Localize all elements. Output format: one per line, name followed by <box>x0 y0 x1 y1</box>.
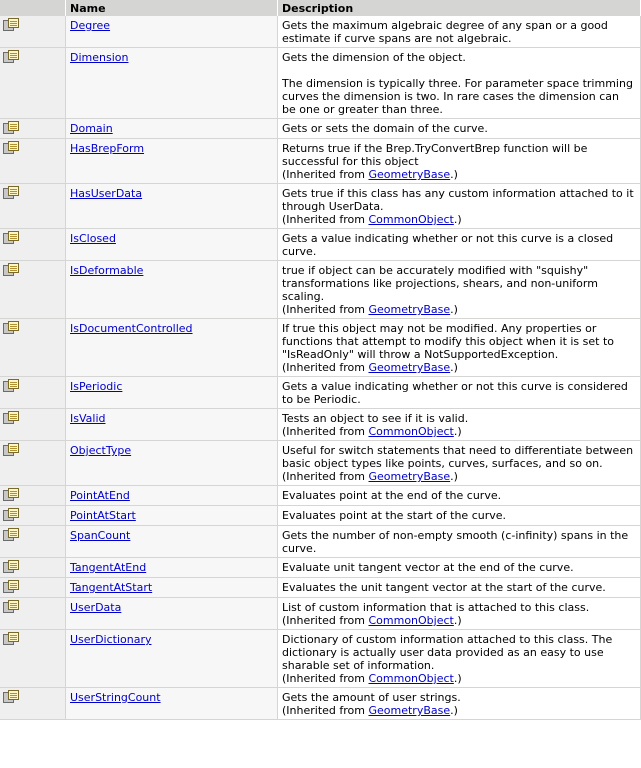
row-description-cell <box>278 506 641 526</box>
inherited-base-link[interactable]: CommonObject <box>368 672 454 685</box>
table-row <box>0 48 641 119</box>
row-description-cell <box>278 409 641 441</box>
table-row <box>0 526 641 558</box>
table-row <box>0 486 641 506</box>
table-row <box>0 688 641 720</box>
description-text: Gets the maximum algebraic degree of any span or a good estimate if curve spans are not algebraic. <box>282 19 608 45</box>
row-name-cell <box>66 558 278 578</box>
row-icon-cell <box>0 48 66 119</box>
property-link[interactable]: HasUserData <box>70 187 143 200</box>
property-link[interactable]: IsDocumentControlled <box>70 322 193 335</box>
description-text: If true this object may not be modified. Any properties or functions that attempt to modify this object when it is set to "IsReadOnly" will throw a NotSupportedException. <box>282 322 615 361</box>
row-name-cell <box>66 139 278 184</box>
row-description-cell <box>278 630 641 688</box>
description-extra-text: The dimension is typically three. For parameter space trimming curves the dimension is two. In rare cases the dimension can be one or greater than three. <box>282 77 633 116</box>
property-link[interactable]: IsPeriodic <box>70 380 123 393</box>
table-row <box>0 578 641 598</box>
property-icon <box>3 443 19 457</box>
row-icon-cell <box>0 526 66 558</box>
row-description-cell <box>278 558 641 578</box>
inherited-prefix: (Inherited from <box>282 361 369 374</box>
row-description-cell <box>278 119 641 139</box>
property-icon <box>3 580 19 594</box>
table-row <box>0 558 641 578</box>
description-text: true if object can be accurately modified with "squishy" transformations like projections, shears, and non-uniform scaling. <box>282 264 598 303</box>
row-name-cell <box>66 526 278 558</box>
inherited-prefix: (Inherited from <box>282 672 369 685</box>
inherited-base-link[interactable]: GeometryBase <box>368 303 451 316</box>
property-link[interactable]: TangentAtStart <box>70 581 153 594</box>
name-column-header: Name <box>66 0 278 16</box>
inherited-suffix: .) <box>450 303 458 316</box>
property-link[interactable]: ObjectType <box>70 444 132 457</box>
description-text: List of custom information that is attached to this class. <box>282 601 590 614</box>
row-name-cell <box>66 506 278 526</box>
property-link[interactable]: HasBrepForm <box>70 142 145 155</box>
description-text: Evaluates point at the end of the curve. <box>282 489 502 502</box>
property-icon <box>3 141 19 155</box>
inherited-suffix: .) <box>450 361 458 374</box>
row-icon-cell <box>0 319 66 377</box>
table-row <box>0 16 641 48</box>
table-row <box>0 119 641 139</box>
inherited-note <box>282 704 636 717</box>
inherited-note <box>282 614 636 627</box>
row-icon-cell <box>0 598 66 630</box>
inherited-suffix: .) <box>453 213 462 226</box>
table-row <box>0 506 641 526</box>
row-name-cell <box>66 119 278 139</box>
description-text: Gets a value indicating whether or not this curve is a closed curve. <box>282 232 614 258</box>
property-icon <box>3 321 19 335</box>
row-icon-cell <box>0 184 66 229</box>
inherited-suffix: .) <box>450 168 458 181</box>
property-icon <box>3 508 19 522</box>
inherited-suffix: .) <box>453 672 462 685</box>
row-description-cell <box>278 441 641 486</box>
inherited-note <box>282 213 636 226</box>
inherited-base-link[interactable]: GeometryBase <box>368 470 451 483</box>
description-text: Evaluate unit tangent vector at the end of the curve. <box>282 561 574 574</box>
description-text: Gets the amount of user strings. <box>282 691 461 704</box>
row-description-cell <box>278 16 641 48</box>
property-icon <box>3 121 19 135</box>
table-row <box>0 377 641 409</box>
row-name-cell <box>66 319 278 377</box>
row-description-cell <box>278 139 641 184</box>
table-body <box>0 16 641 720</box>
row-description-cell <box>278 486 641 506</box>
property-link[interactable]: Domain <box>70 122 113 135</box>
row-icon-cell <box>0 261 66 319</box>
property-icon <box>3 560 19 574</box>
property-link[interactable]: IsDeformable <box>70 264 144 277</box>
table-row <box>0 598 641 630</box>
inherited-note <box>282 672 636 685</box>
row-description-cell <box>278 526 641 558</box>
description-text: Gets or sets the domain of the curve. <box>282 122 488 135</box>
inherited-base-link[interactable]: GeometryBase <box>368 704 451 717</box>
row-name-cell <box>66 229 278 261</box>
inherited-prefix: (Inherited from <box>282 425 369 438</box>
inherited-note <box>282 303 636 316</box>
row-icon-cell <box>0 578 66 598</box>
description-text: Useful for switch statements that need to differentiate between basic object types like points, curves, surfaces, and so on. <box>282 444 634 470</box>
description-text: Dictionary of custom information attached to this class. The dictionary is actually user data provided as an easy to use sharable set of information. <box>282 633 613 672</box>
description-text: Gets the number of non-empty smooth (c-infinity) spans in the curve. <box>282 529 629 555</box>
row-icon-cell <box>0 630 66 688</box>
inherited-prefix: (Inherited from <box>282 614 369 627</box>
row-name-cell <box>66 184 278 229</box>
row-description-cell <box>278 688 641 720</box>
header-row <box>0 0 641 16</box>
row-description-cell <box>278 48 641 119</box>
inherited-prefix: (Inherited from <box>282 704 369 717</box>
description-column-header: Description <box>278 0 641 16</box>
table-row <box>0 441 641 486</box>
property-icon <box>3 690 19 704</box>
property-icon <box>3 632 19 646</box>
property-icon <box>3 488 19 502</box>
row-name-cell <box>66 486 278 506</box>
description-text: Gets the dimension of the object. <box>282 51 466 64</box>
row-icon-cell <box>0 16 66 48</box>
property-icon <box>3 263 19 277</box>
property-link[interactable]: SpanCount <box>70 529 131 542</box>
inherited-suffix: .) <box>453 425 462 438</box>
row-icon-cell <box>0 441 66 486</box>
table-row <box>0 229 641 261</box>
property-link[interactable]: TangentAtEnd <box>70 561 147 574</box>
inherited-prefix: (Inherited from <box>282 470 369 483</box>
row-name-cell <box>66 688 278 720</box>
row-description-cell <box>278 377 641 409</box>
property-link[interactable]: PointAtEnd <box>70 489 130 502</box>
description-text: Returns true if the Brep.TryConvertBrep function will be successful for this object <box>282 142 588 168</box>
row-name-cell <box>66 630 278 688</box>
property-icon <box>3 411 19 425</box>
row-icon-cell <box>0 139 66 184</box>
icon-column-header <box>0 0 66 16</box>
row-icon-cell <box>0 229 66 261</box>
property-link[interactable]: Dimension <box>70 51 129 64</box>
property-link[interactable]: UserDictionary <box>70 633 152 646</box>
property-icon <box>3 50 19 64</box>
inherited-suffix: .) <box>453 614 462 627</box>
inherited-base-link[interactable]: GeometryBase <box>368 168 451 181</box>
row-icon-cell <box>0 558 66 578</box>
inherited-suffix: .) <box>450 470 458 483</box>
row-description-cell <box>278 261 641 319</box>
property-link[interactable]: IsValid <box>70 412 106 425</box>
row-name-cell <box>66 48 278 119</box>
inherited-note <box>282 470 636 483</box>
row-description-cell <box>278 229 641 261</box>
row-description-cell <box>278 184 641 229</box>
row-description-cell <box>278 578 641 598</box>
table-row <box>0 139 641 184</box>
inherited-note <box>282 168 636 181</box>
property-icon <box>3 18 19 32</box>
property-link[interactable]: UserStringCount <box>70 691 161 704</box>
description-text: Evaluates point at the start of the curve. <box>282 509 507 522</box>
property-icon <box>3 600 19 614</box>
row-icon-cell <box>0 688 66 720</box>
row-icon-cell <box>0 506 66 526</box>
property-icon <box>3 528 19 542</box>
table-row <box>0 409 641 441</box>
description-text: Evaluates the unit tangent vector at the start of the curve. <box>282 581 606 594</box>
inherited-base-link[interactable]: CommonObject <box>368 614 454 627</box>
table-row <box>0 319 641 377</box>
table-row <box>0 184 641 229</box>
row-name-cell <box>66 578 278 598</box>
property-link[interactable]: PointAtStart <box>70 509 136 522</box>
property-link[interactable]: UserData <box>70 601 122 614</box>
description-text: Gets a value indicating whether or not this curve is considered to be Periodic. <box>282 380 628 406</box>
row-icon-cell <box>0 377 66 409</box>
description-text: Gets true if this class has any custom information attached to it through UserData. <box>282 187 634 213</box>
row-name-cell <box>66 441 278 486</box>
row-description-cell <box>278 598 641 630</box>
property-icon <box>3 231 19 245</box>
row-description-cell <box>278 319 641 377</box>
table-row <box>0 261 641 319</box>
inherited-prefix: (Inherited from <box>282 168 369 181</box>
row-icon-cell <box>0 409 66 441</box>
description-text: Tests an object to see if it is valid. <box>282 412 469 425</box>
property-link[interactable]: IsClosed <box>70 232 116 245</box>
inherited-note <box>282 361 636 374</box>
row-name-cell <box>66 261 278 319</box>
row-name-cell <box>66 598 278 630</box>
property-link[interactable]: Degree <box>70 19 111 32</box>
row-name-cell <box>66 377 278 409</box>
inherited-base-link[interactable]: CommonObject <box>368 213 454 226</box>
inherited-prefix: (Inherited from <box>282 303 369 316</box>
property-icon <box>3 379 19 393</box>
table-row <box>0 630 641 688</box>
row-icon-cell <box>0 486 66 506</box>
inherited-base-link[interactable]: GeometryBase <box>368 361 451 374</box>
property-icon <box>3 186 19 200</box>
inherited-prefix: (Inherited from <box>282 213 369 226</box>
row-icon-cell <box>0 119 66 139</box>
inherited-suffix: .) <box>450 704 458 717</box>
inherited-base-link[interactable]: CommonObject <box>368 425 454 438</box>
inherited-note <box>282 425 636 438</box>
row-name-cell <box>66 16 278 48</box>
row-name-cell <box>66 409 278 441</box>
